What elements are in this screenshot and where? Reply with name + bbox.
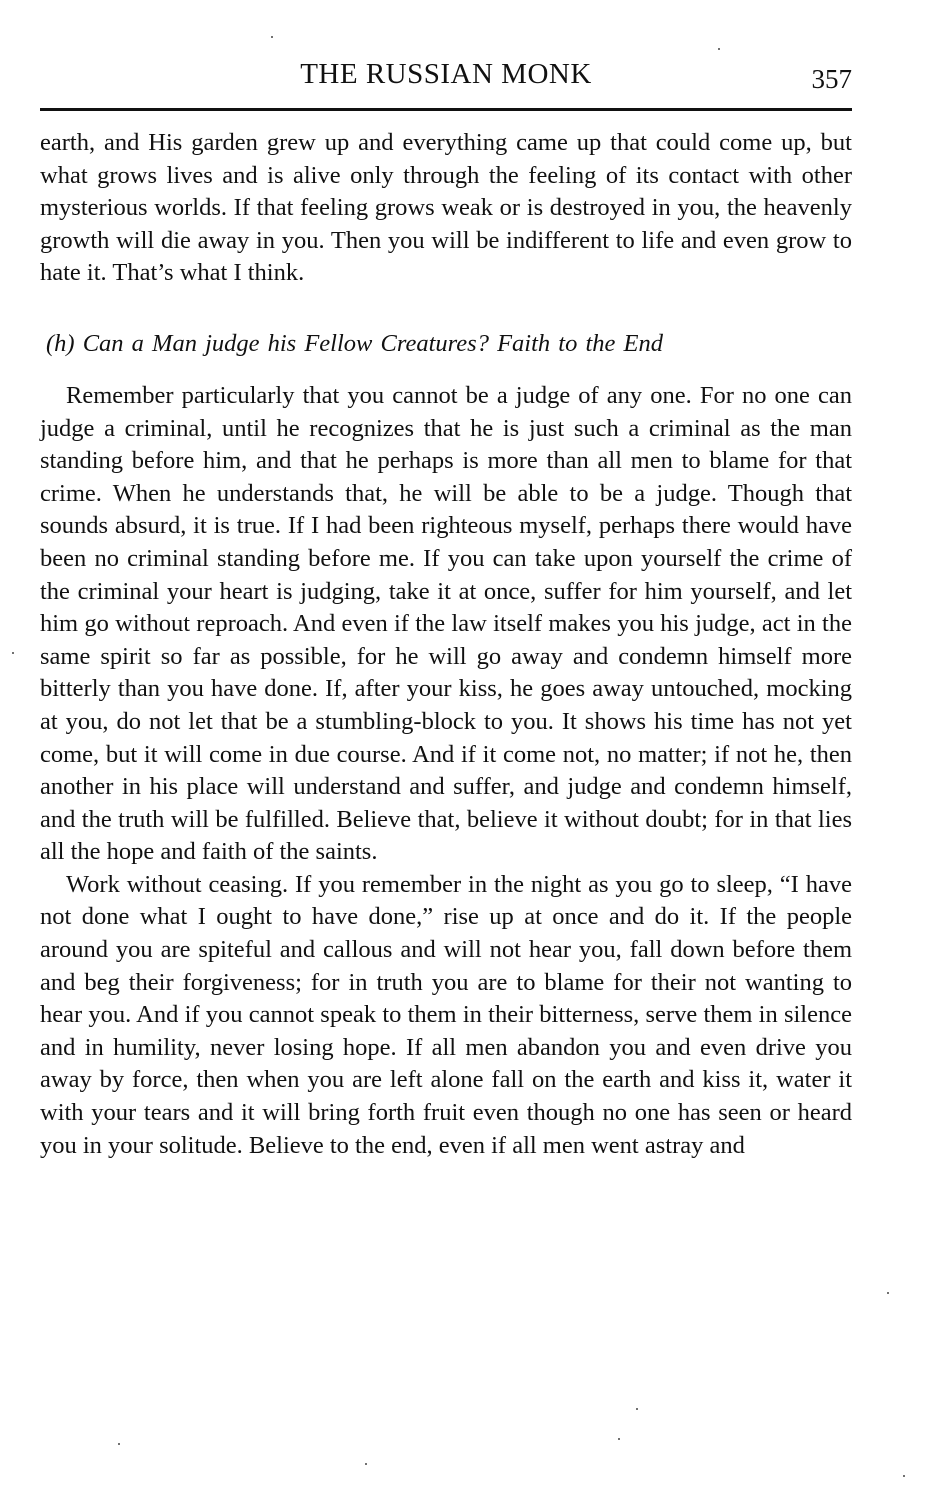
paragraph-work: Work without ceasing. If you remember in the night as you go to sleep, “I have not done what I ought to have done,” rise up at once and do it. If the people around you are spiteful and callous and will not hear you, fall down before them and beg their forgiveness; for in truth you are to blame for their not wanting to hear you. And if you cannot speak to them in their bitterness, serve them in silence and in humility, never losing hope. If all men abandon you and even drive you away by force, then when you are left alone fall on the earth and kiss it, water it with your tears and it will bring forth fruit even though no one has seen or heard you in your solitude. Believe to the end, even if all men went astray and [40, 870, 852, 1159]
scan-speck [718, 48, 720, 50]
scan-speck [12, 652, 14, 654]
page-number: 357 [811, 64, 852, 94]
scan-speck [618, 1438, 620, 1440]
text-block [40, 127, 852, 1162]
paragraph-judge: Remember particularly that you cannot be a judge of any one. For no one can judge a criminal, until he recognizes that he is just such a criminal as the man standing before him, and that he perhaps is more than all men to blame for that crime. When he understands that, he will be able to be a judge. Though that sounds absurd, it is true. If I had been righteous myself, perhaps there would have been no criminal standing before me. If you can take upon yourself the crime of the criminal your heart is judging, take it at once, suffer for him yourself, and let him go without reproach. And even if the law itself makes you his judge, act in the same spirit so far as possible, for he will go away and condemn himself more bitterly than you have done. If, after your kiss, he goes away untouched, mocking at you, do not let that be a stumbling-block to you. It shows his time has not yet come, but it will come in due course. And if it come not, no matter; if not he, then another in his place will understand and suffer, and judge and condemn himself, and the truth will be fulfilled. Believe that, believe it without doubt; for in that lies all the hope and faith of the saints. [40, 381, 852, 866]
running-title: THE RUSSIAN MONK [300, 58, 592, 90]
running-head [40, 52, 852, 96]
header-rule [40, 108, 852, 111]
scan-speck [636, 1408, 638, 1410]
scan-speck [271, 36, 273, 38]
scan-speck [118, 1443, 120, 1445]
section-heading: (h) Can a Man judge his Fellow Creatures? Faith to the End [46, 329, 663, 357]
scan-speck [903, 1475, 905, 1477]
scan-speck [365, 1463, 367, 1465]
book-page [40, 52, 852, 1162]
scan-speck [887, 1292, 889, 1294]
intro-paragraph: earth, and His garden grew up and everything came up that could come up, but what grows lives and is alive only through the feeling of its contact with other mysterious worlds. If that feeling grows weak or is destroyed in you, the heavenly growth will die away in you. Then you will be indifferent to life and even grow to hate it. That’s what I think. [40, 129, 852, 287]
